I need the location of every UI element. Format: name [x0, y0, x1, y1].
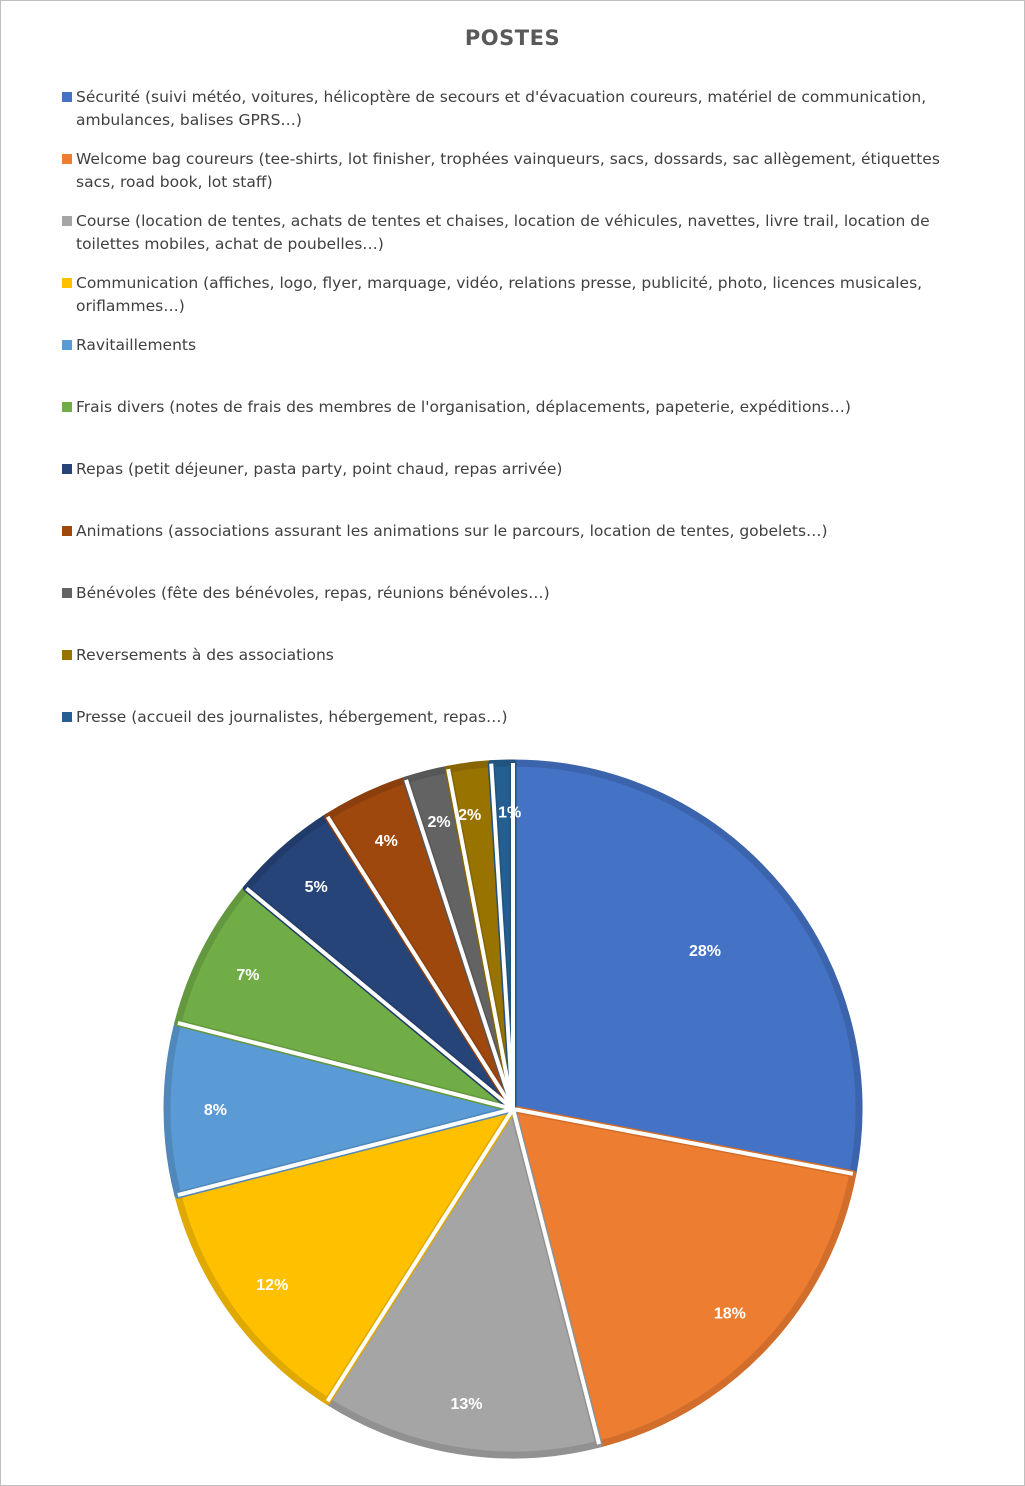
data-label: 13%	[450, 1395, 483, 1413]
data-label: 28%	[688, 943, 722, 961]
chart-title: POSTES	[464, 26, 561, 50]
data-label: 4%	[374, 832, 398, 850]
data-label: 7%	[236, 966, 260, 984]
legend-label: Frais divers (notes de frais des membres de l'organisation, déplacements, papeterie, expéditions…)	[76, 398, 851, 416]
legend-label: Course (location de tentes, achats de tentes et chaises, location de véhicules, navettes, livre trail, location de toilettes mobiles, achat de poubelles…)	[76, 212, 930, 253]
legend-label: Communication (affiches, logo, flyer, marquage, vidéo, relations presse, publicité, photo, licences musicales, oriflammes…)	[76, 274, 923, 315]
data-label: 18%	[713, 1305, 746, 1323]
legend-label: Welcome bag coureurs (tee-shirts, lot finisher, trophées vainqueurs, sacs, dossards, sac allègement, étiquettes sacs, road book, lot staff)	[76, 150, 940, 191]
pie-slice	[513, 763, 859, 1174]
legend-label: Bénévoles (fête des bénévoles, repas, réunions bénévoles…)	[76, 584, 550, 602]
data-label: 12%	[256, 1276, 289, 1294]
data-label: 5%	[304, 878, 328, 896]
data-label: 8%	[203, 1102, 227, 1119]
legend-label: Ravitaillements	[76, 336, 197, 354]
legend-label: Repas (petit déjeuner, pasta party, point chaud, repas arrivée)	[76, 460, 563, 478]
legend-label: Presse (accueil des journalistes, hébergement, repas…)	[76, 708, 508, 726]
legend-label: Animations (associations assurant les animations sur le parcours, location de tentes, gobelets…)	[76, 522, 828, 540]
legend-label: Reversements à des associations	[76, 646, 334, 664]
data-label: 2%	[458, 806, 482, 824]
legend-label: Sécurité (suivi météo, voitures, hélicoptère de secours et d'évacuation coureurs, matériel de communication, ambulances, balises GPRS…)	[76, 88, 927, 129]
data-label: 2%	[427, 813, 451, 831]
data-label: 1%	[498, 804, 522, 822]
